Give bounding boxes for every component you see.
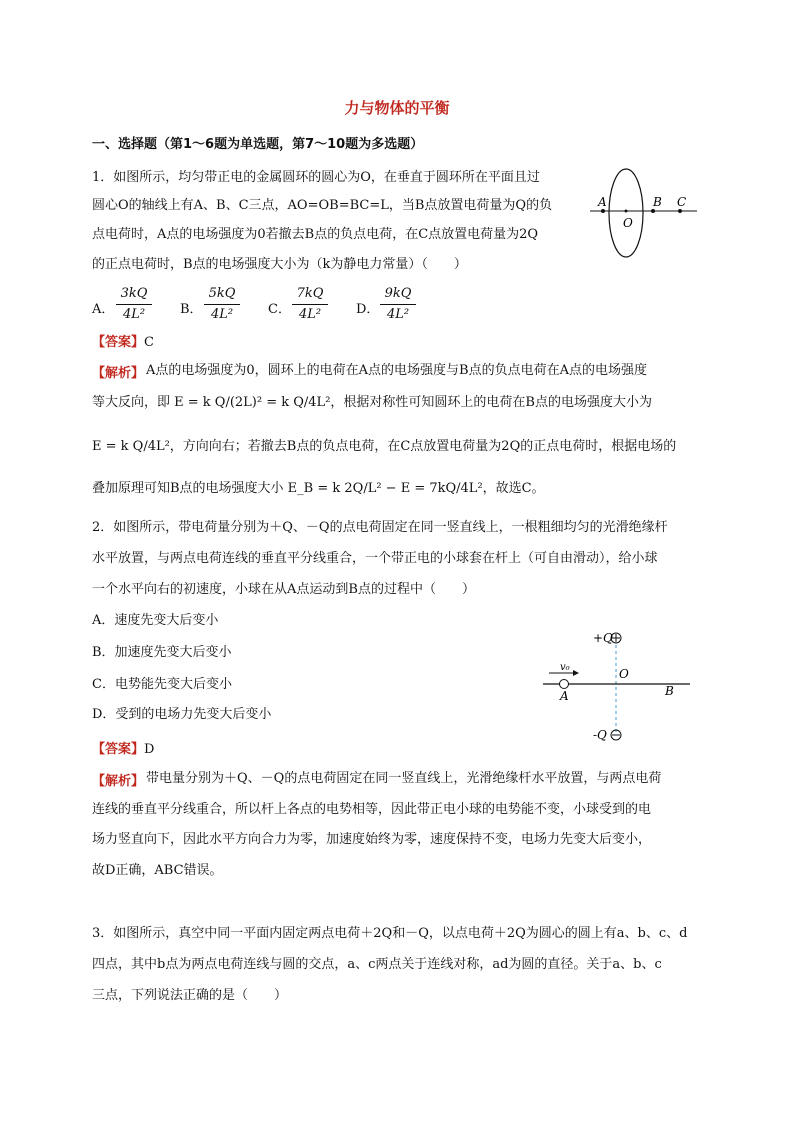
q2-label-b: B bbox=[665, 684, 674, 698]
q1-option-b-num: 5kQ bbox=[208, 286, 236, 301]
q1-analysis-label: 【解析】 bbox=[92, 366, 145, 381]
q2-option-b[interactable]: B．加速度先变大后变小 bbox=[92, 645, 232, 660]
q3-line-3: 三点，下列说法正确的是（ ） bbox=[92, 988, 288, 1003]
q1-line-4: 的正点电荷时，B点的电场强度大小为（k为静电力常量）（ ） bbox=[92, 257, 467, 272]
q1-line-2: 圆心O的轴线上有A、B、C三点，AO=OB=BC=L，当B点放置电荷量为Q的负 bbox=[92, 198, 553, 213]
q2-answer-label: 【答案】 bbox=[92, 742, 145, 757]
q1-option-a-num: 3kQ bbox=[120, 286, 148, 301]
q1-option-d-den: 4L² bbox=[386, 307, 410, 322]
q1-point-c bbox=[678, 209, 682, 213]
q2-charges-figure bbox=[535, 625, 705, 750]
q1-option-c-label: C． bbox=[268, 302, 291, 317]
q1-ring-figure bbox=[585, 165, 700, 265]
q1-option-b-label: B． bbox=[180, 302, 203, 317]
q2-ball bbox=[560, 680, 569, 689]
q2-line-3: 一个水平向右的初速度，小球在从A点运动到B点的过程中（ ） bbox=[92, 582, 475, 597]
q1-analysis-line-2: 等大反向，即 E = k Q/(2L)² = k Q/4L²，根据对称性可知圆环上的电荷在B点的电场强度大小为 bbox=[92, 395, 652, 410]
q1-option-a-den: 4L² bbox=[122, 307, 146, 322]
q2-option-d[interactable]: D．受到的电场力先变大后变小 bbox=[92, 707, 272, 722]
q2-option-c[interactable]: C．电势能先变大后变小 bbox=[92, 677, 232, 692]
q2-label-a: A bbox=[560, 689, 569, 703]
q2-analysis-line-4: 故D正确，ABC错误。 bbox=[92, 863, 223, 878]
q2-answer bbox=[92, 738, 154, 757]
q1-label-a: A bbox=[598, 195, 607, 209]
section-heading: 一、选择题（第1～6题为单选题，第7～10题为多选题） bbox=[92, 137, 424, 152]
q1-answer-label: 【答案】 bbox=[92, 335, 145, 350]
q2-analysis-line-2: 连线的垂直平分线重合，所以杆上各点的电势相等，因此带正电小球的电势能不变，小球受到的电 bbox=[92, 802, 652, 817]
q1-option-c-num: 7kQ bbox=[296, 286, 324, 301]
q1-ring bbox=[609, 169, 643, 257]
q1-point-b bbox=[651, 209, 655, 213]
q2-analysis-line-3: 场力竖直向下，因此水平方向合力为零，加速度始终为零，速度保持不变，电场力先变大后变小， bbox=[92, 832, 652, 847]
q3-line-2: 四点，其中b点为两点电荷连线与圆的交点，a、c两点关于连线对称，ad为圆的直径。关于a、b、c bbox=[92, 957, 662, 972]
q1-point-o bbox=[625, 210, 628, 213]
q1-point-a bbox=[601, 209, 605, 213]
q1-label-c: C bbox=[677, 195, 687, 209]
q1-line-1: 1．如图所示，均匀带正电的金属圆环的圆心为O，在垂直于圆环所在平面且过 bbox=[92, 170, 540, 185]
q2-option-a[interactable]: A．速度先变大后变小 bbox=[92, 613, 219, 628]
q1-option-a-label: A． bbox=[92, 302, 115, 317]
q1-analysis-line-1: A点的电场强度为0，圆环上的电荷在A点的电场强度与B点的负点电荷在A点的电场强度 bbox=[146, 363, 647, 378]
q1-option-d-num: 9kQ bbox=[384, 286, 412, 301]
q1-option-b-den: 4L² bbox=[210, 307, 234, 322]
q1-options bbox=[92, 286, 432, 326]
q1-line-3: 点电荷时，A点的电场强度为0若撤去B点的负点电荷，在C点放置电荷量为2Q bbox=[92, 227, 539, 242]
q3-line-1: 3．如图所示，真空中同一平面内固定两点电荷＋2Q和－Q，以点电荷＋2Q为圆心的圆上有a、b、c、d bbox=[92, 926, 688, 941]
q2-label-minus-q: -Q bbox=[593, 728, 607, 742]
q2-line-2: 水平放置，与两点电荷连线的垂直平分线重合，一个带正电的小球套在杆上（可自由滑动），给小球 bbox=[92, 551, 658, 566]
q2-label-plus-q: +Q bbox=[593, 631, 613, 645]
q1-label-o: O bbox=[623, 216, 633, 230]
q2-label-v0: v₀ bbox=[560, 662, 570, 673]
q2-analysis-line-1: 带电量分别为＋Q、－Q的点电荷固定在同一竖直线上，光滑绝缘杆水平放置，与两点电荷 bbox=[146, 771, 662, 786]
q1-analysis-line-4: 叠加原理可知B点的电场强度大小 E_B = k 2Q/L² − E = 7kQ/4L²，故选C。 bbox=[92, 481, 545, 496]
page-title: 力与物体的平衡 bbox=[344, 99, 450, 117]
q1-option-c-den: 4L² bbox=[298, 307, 322, 322]
q1-answer-value: C bbox=[144, 335, 154, 350]
q2-answer-value: D bbox=[144, 742, 155, 757]
q2-line-1: 2．如图所示，带电荷量分别为＋Q、－Q的点电荷固定在同一竖直线上，一根粗细均匀的光滑绝缘杆 bbox=[92, 520, 668, 535]
q1-answer bbox=[92, 331, 154, 350]
q1-label-b: B bbox=[653, 195, 662, 209]
q2-label-o: O bbox=[619, 667, 629, 681]
q1-option-d-label: D． bbox=[356, 302, 380, 317]
q1-analysis-line-3: E = k Q/4L²，方向向右；若撤去B点的负点电荷，在C点放置电荷量为2Q的正点电荷时，根据电场的 bbox=[92, 439, 677, 454]
q2-analysis-label: 【解析】 bbox=[92, 774, 145, 789]
